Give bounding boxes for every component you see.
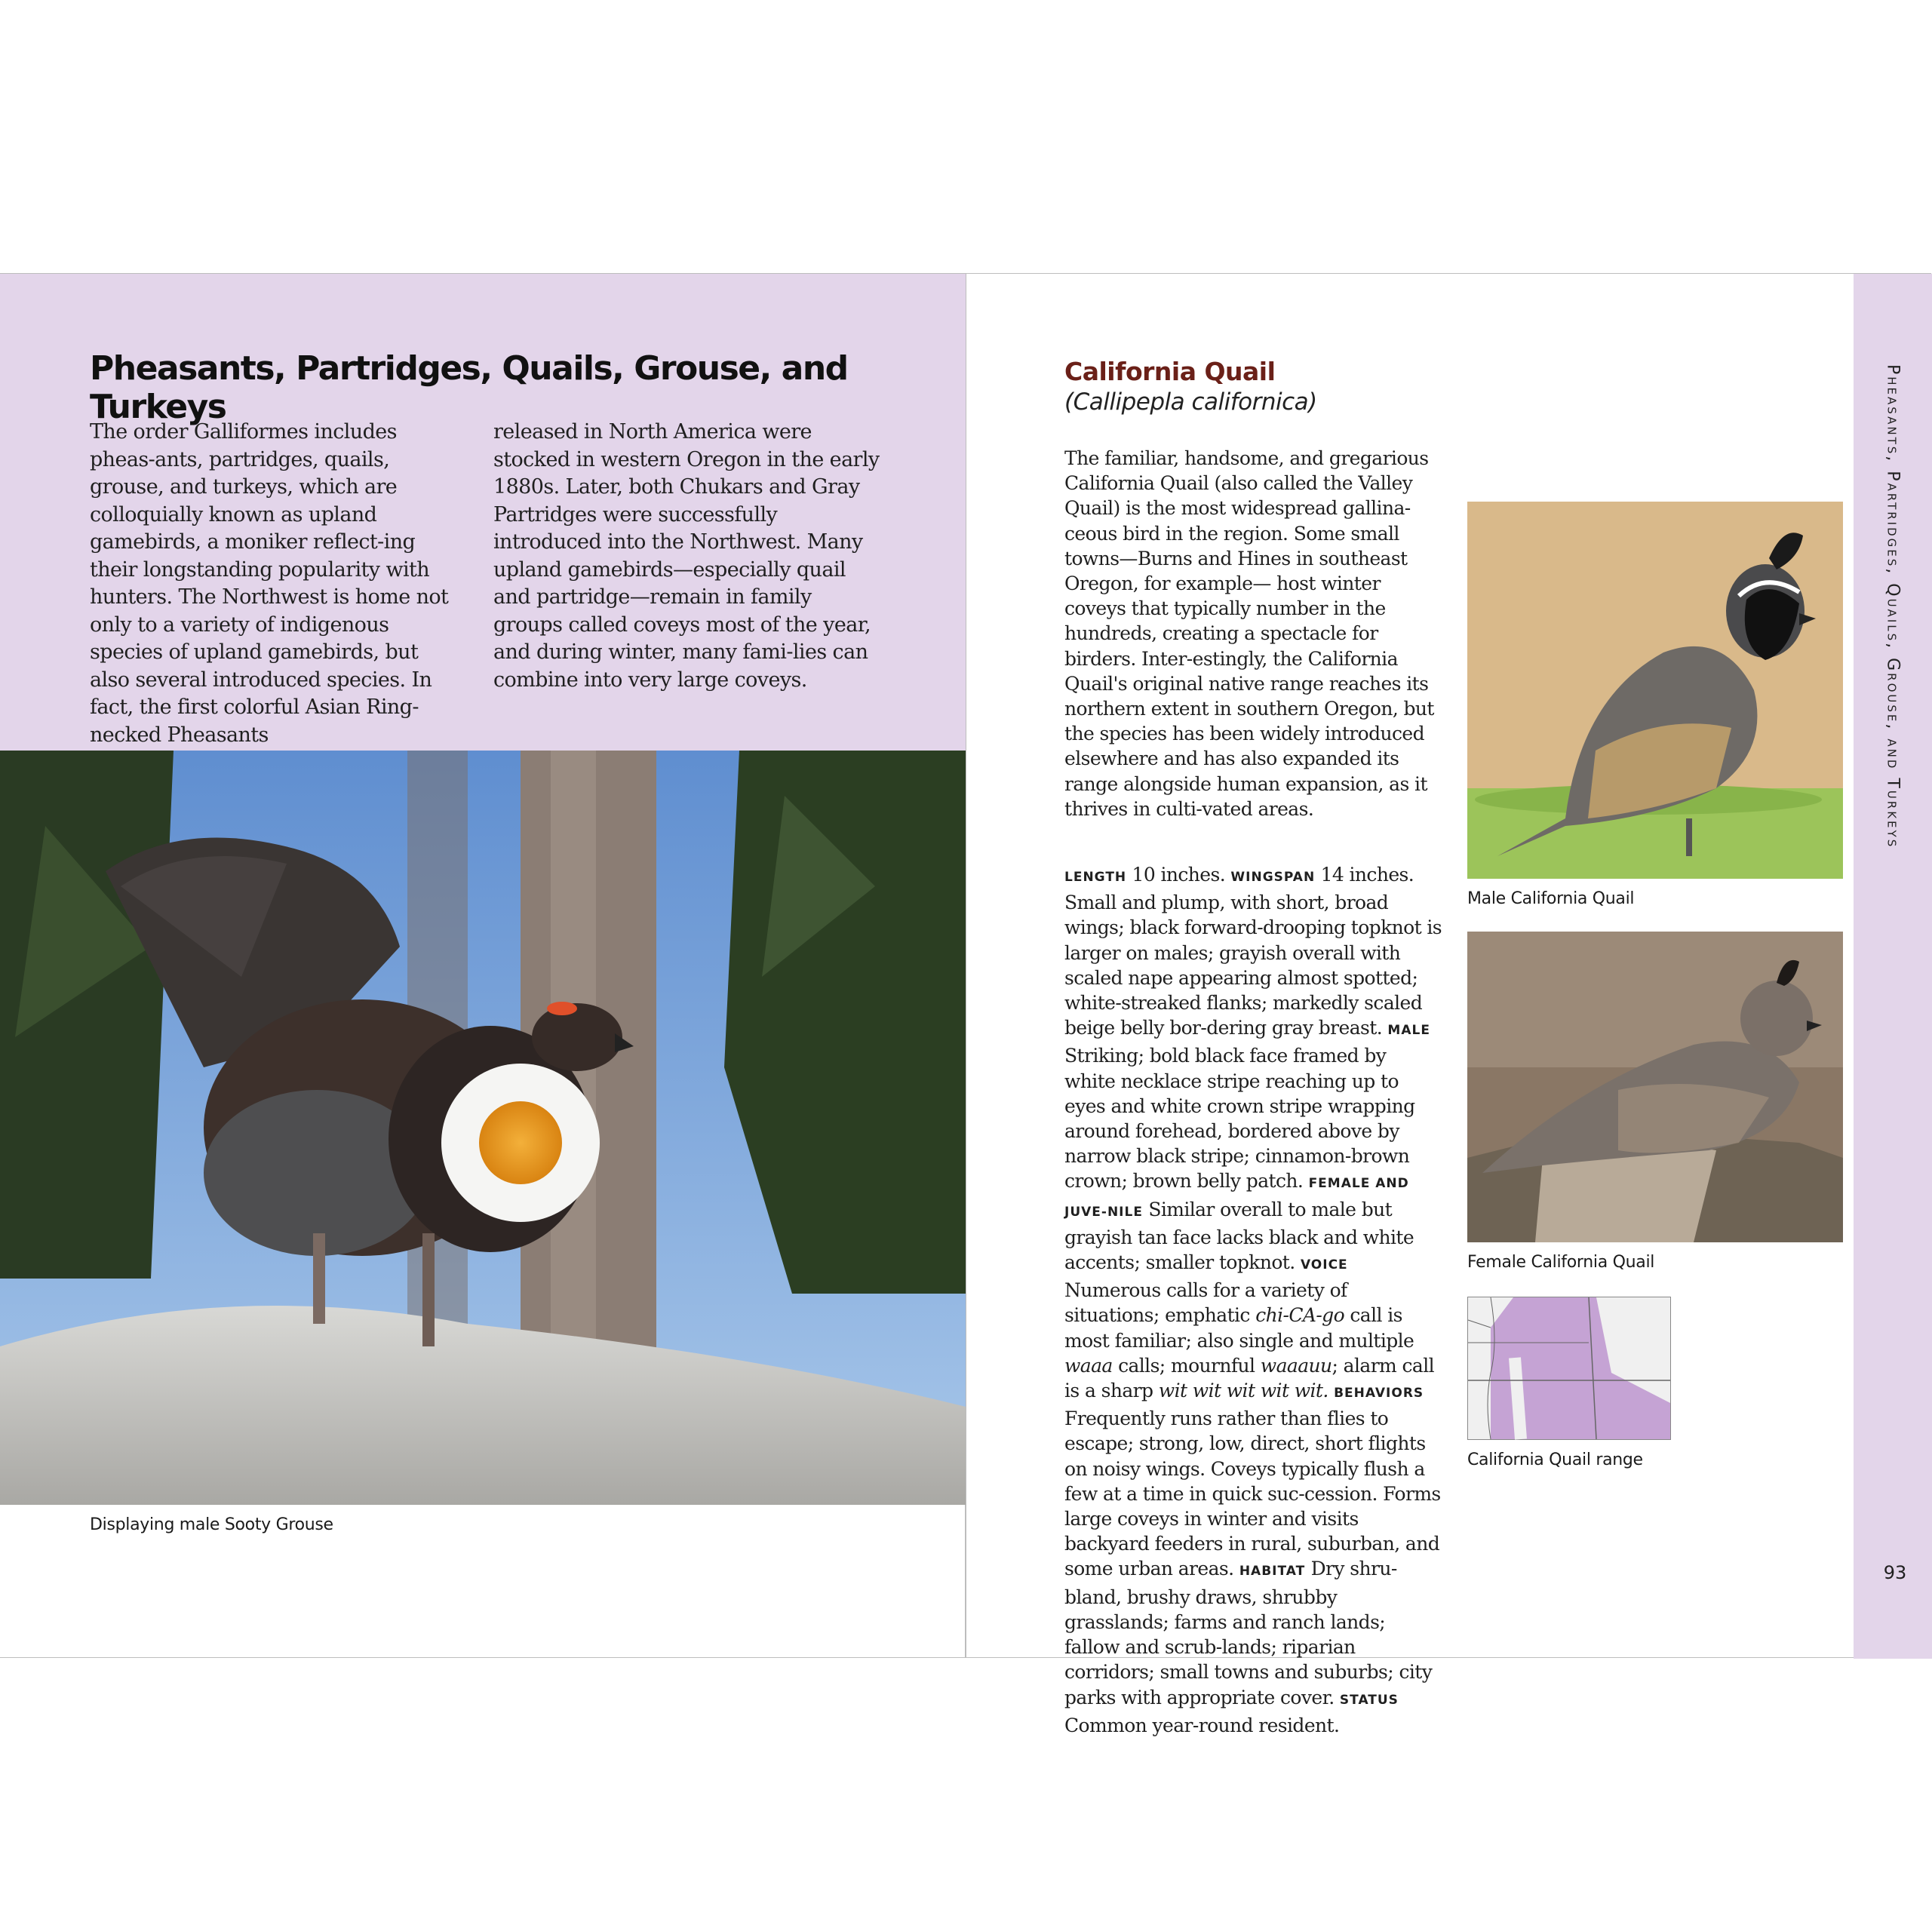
voice-call: chi-CA-go xyxy=(1255,1304,1345,1327)
page-number: 93 xyxy=(1883,1562,1907,1583)
intro-column-1: The order Galliformes includes pheas-ants, partridges, quails, grouse, and turkeys, which are colloquially known as upland gamebirds, a moniker reflect-ing their longstanding popularity with hunters. The Northwest is home not only to a variety of indigenous species of upland gamebirds, but also several introduced species. In fact, the first colorful Asian Ring-necked Pheasants xyxy=(90,420,449,747)
scientific-name: (Callipepla californica) xyxy=(1064,388,1317,416)
voice-call: wit wit wit wit wit. xyxy=(1158,1380,1328,1402)
habitat-text: Dry shru-bland, brushy draws, shrubby grasslands; farms and ranch lands; fallow and scrub-lands; riparian corridors; small towns and suburbs; city parks with appropriate cover. xyxy=(1064,1558,1433,1708)
wingspan-label: WINGSPAN xyxy=(1230,870,1316,885)
status-text: Common year-round resident. xyxy=(1064,1714,1340,1736)
section-tab-text: Pheasants, Partridges, Quails, Grouse, and Turkeys xyxy=(1883,364,1903,849)
voice-text: ; alarm call is a sharp xyxy=(1064,1354,1434,1402)
female-text: Similar overall to male but grayish tan face lacks black and white accents; smaller topknot. xyxy=(1064,1198,1414,1274)
voice-call: waaa xyxy=(1064,1354,1113,1377)
male-quail-photo xyxy=(1467,502,1843,879)
voice-label: VOICE xyxy=(1300,1257,1348,1273)
behaviors-label: BEHAVIORS xyxy=(1334,1386,1424,1401)
voice-call: waaauu xyxy=(1260,1354,1332,1377)
range-map xyxy=(1467,1297,1671,1440)
female-quail-photo xyxy=(1467,932,1843,1242)
right-page xyxy=(966,273,1931,1736)
left-page xyxy=(0,273,966,1658)
female-label: FEMALE AND JUVE-NILE xyxy=(1064,1176,1409,1220)
species-summary: The familiar, handsome, and gregarious California Quail (also called the Valley Quail) is the most widespread gallina-ceous bird in the region. Some small towns—Burns and Hines in southeast Oregon, for example— host winter coveys that typically number in the hundreds, creating a spectacle for birders. Inter-estingly, the California Quail's original native range reaches its northern extent in southern Oregon, but the species has been widely introduced elsewhere and has also expanded its range alongside human expansion, as it thrives in culti-vated areas. xyxy=(1064,447,1434,820)
male-text: Striking; bold black face framed by white necklace stripe reaching up to eyes and white crown stripe wrapping around forehead, bordered above by narrow black stripe; cinnamon-brown crown; brown belly patch. xyxy=(1064,1045,1415,1193)
voice-text: call is most familiar; also single and multiple xyxy=(1064,1304,1414,1352)
behaviors-text: Frequently runs rather than flies to escape; strong, low, direct, short flights on noisy wings. Coveys typically flush a few at a time in quick suc-cession. Forms large coveys in winter and visits backyard feeders in rural, suburban, and some urban areas. xyxy=(1064,1408,1441,1580)
section-heading: Pheasants, Partridges, Quails, Grouse, and Turkeys xyxy=(90,349,848,426)
grouse-photo-caption: Displaying male Sooty Grouse xyxy=(90,1515,333,1534)
intro-column-2: released in North America were stocked in western Oregon in the early 1880s. Later, both Chukars and Gray Partridges were successfully introduced into the Northwest. Many upland gamebirds—especially quail and partridge—remain in family groups called coveys most of the year, and during winter, many fami-lies can combine into very large coveys. xyxy=(493,420,880,692)
habitat-label: HABITAT xyxy=(1239,1564,1306,1579)
section-tab xyxy=(1854,274,1932,1659)
male-label: MALE xyxy=(1387,1023,1430,1039)
length-text: 10 inches. xyxy=(1132,864,1226,886)
male-quail-caption: Male California Quail xyxy=(1467,889,1635,908)
voice-text: calls; mournful xyxy=(1118,1354,1255,1377)
species-details xyxy=(1064,862,1442,1738)
wingspan-text: 14 inches. Small and plump, with short, broad wings; black forward-drooping topknot is larger on males; grayish overall with scaled nape appearing almost spotted; white-streaked flanks; markedly scaled beige belly bor-dering gray breast. xyxy=(1064,864,1442,1039)
species-name: California Quail xyxy=(1064,357,1276,386)
section-tab-label xyxy=(1884,364,1903,849)
status-label: STATUS xyxy=(1339,1692,1399,1708)
voice-text: Numerous calls for a variety of situations; emphatic xyxy=(1064,1279,1347,1327)
sooty-grouse-photo xyxy=(0,751,966,1505)
range-map-caption: California Quail range xyxy=(1467,1451,1643,1469)
female-quail-caption: Female California Quail xyxy=(1467,1253,1655,1272)
length-label: LENGTH xyxy=(1064,870,1127,885)
